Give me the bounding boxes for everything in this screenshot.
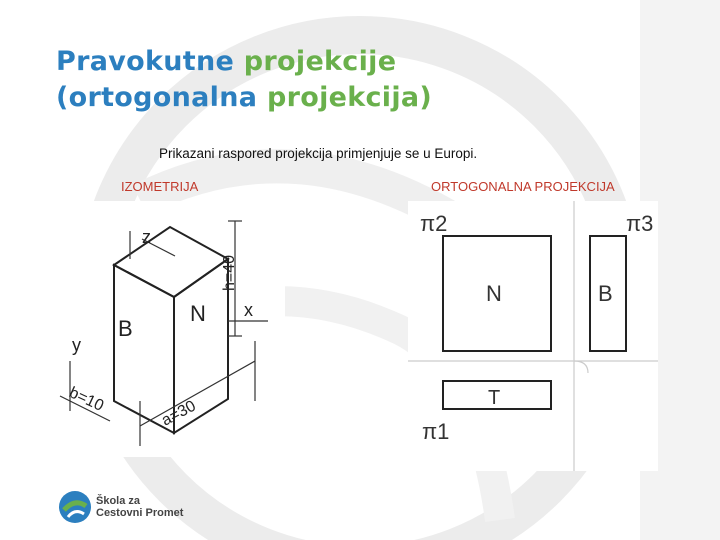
caption-orthographic: ORTOGONALNA PROJEKCIJA (431, 179, 615, 194)
view-side-label: B (598, 281, 613, 306)
dim-width-label: b=10 (66, 384, 107, 415)
axis-z-label: z (142, 227, 151, 247)
title-part: Pravokutne (56, 46, 244, 77)
plane-front-label: π2 (420, 211, 448, 236)
school-name (96, 495, 183, 519)
slide-title (56, 44, 432, 116)
view-front-label: N (486, 281, 502, 306)
view-top-label: T (488, 387, 501, 409)
plane-side-label: π3 (626, 211, 654, 236)
caption-isometric: IZOMETRIJA (121, 179, 199, 194)
orthographic-drawing (408, 201, 658, 471)
school-logo-icon (58, 490, 92, 524)
dim-height-label: h=40 (221, 254, 238, 291)
slide-subtitle: Prikazani raspored projekcija primjenjuje se u Europi. (159, 146, 478, 161)
plane-top-label: π1 (422, 419, 450, 444)
axis-y-label: y (72, 335, 81, 355)
dim-length-label: a=30 (158, 397, 199, 430)
axis-x-label: x (244, 300, 253, 320)
face-side-label: B (118, 316, 133, 341)
school-name-line: Cestovni Promet (96, 507, 184, 519)
title-part: projekcija) (266, 82, 433, 113)
school-name-line: Škola za (96, 495, 141, 507)
isometric-drawing (50, 201, 285, 457)
face-front-label: N (190, 301, 206, 326)
title-part: (ortogonalna (56, 82, 267, 113)
title-part: projekcije (243, 46, 397, 77)
